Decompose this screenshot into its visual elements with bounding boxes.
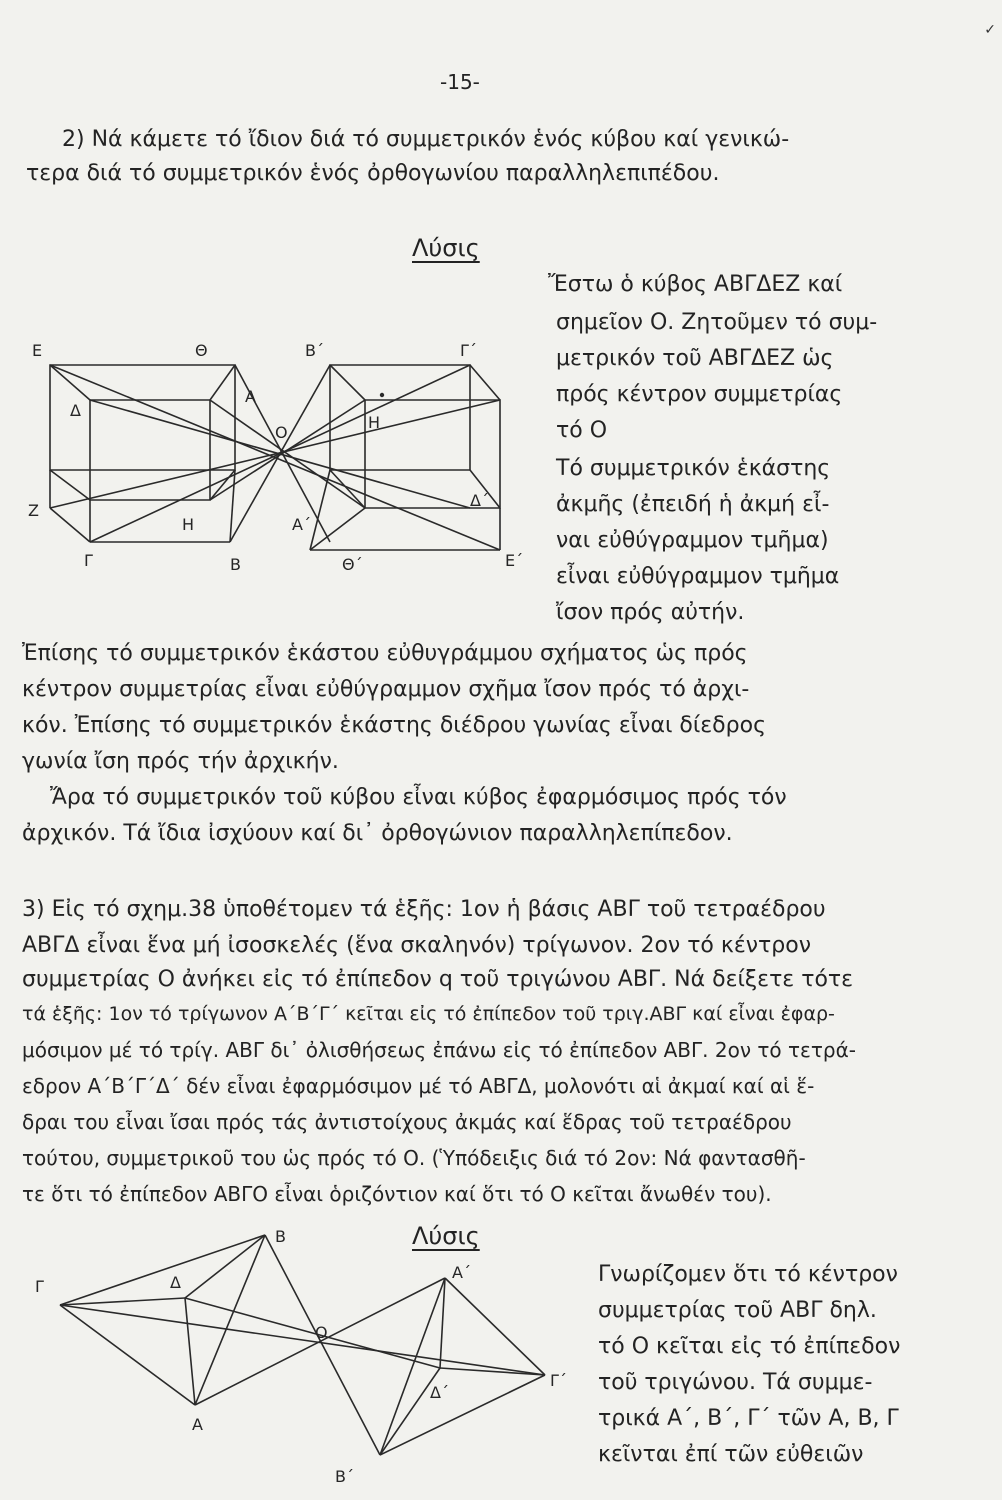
cube2-back-face bbox=[330, 365, 470, 470]
problem3-line-8: τούτου, συμμετρικοῦ του ὡς πρός τό Ο. (Ὑπόδειξις διά τό 2ον: Νά φαντασθῆ- bbox=[22, 1146, 806, 1170]
sol1-full-line-3: κόν. Ἐπίσης τό συμμετρικόν ἑκάστης διέδρου γωνίας εἶναι δίεδρος bbox=[22, 713, 766, 738]
label2-G-prime: Γ΄ bbox=[550, 1371, 567, 1390]
label-H-top: Η bbox=[368, 413, 381, 432]
label-D-prime: Δ΄ bbox=[470, 491, 489, 510]
corner-mark: ✓ bbox=[984, 22, 996, 38]
label-B: Β bbox=[230, 555, 241, 574]
sol1-full-line-5: Ἄρα τό συμμετρικόν τοῦ κύβου εἶναι κύβος ἐφαρμόσιμος πρός τόν bbox=[50, 785, 787, 810]
label-B-prime: Β΄ bbox=[305, 341, 324, 360]
sol1-full-line-4: γωνία ἴση πρός τήν ἀρχικήν. bbox=[22, 749, 339, 774]
sol2-right-line-3: τό Ο κεῖται εἰς τό ἐπίπεδον bbox=[598, 1334, 901, 1359]
problem3-line-4: τά ἑξῆς: 1ον τό τρίγωνον Α΄Β΄Γ΄ κεῖται εἰς τό ἐπίπεδον τοῦ τριγ.ΑΒΓ καί εἶναι ἐφαρ- bbox=[22, 1003, 835, 1025]
label2-A-prime: Α΄ bbox=[452, 1263, 471, 1282]
sol1-right-line-5: τό Ο bbox=[556, 418, 608, 443]
label-E: Ε bbox=[32, 341, 43, 360]
problem3-line-7: δραι του εἶναι ἴσαι πρός τάς ἀντιστοίχους ἀκμάς καί ἕδρας τοῦ τετραέδρου bbox=[22, 1110, 792, 1134]
sol2-right-line-4: τοῦ τριγώνου. Τά συμμε- bbox=[598, 1370, 873, 1395]
label2-B-prime: Β΄ bbox=[335, 1467, 354, 1486]
sol1-full-line-1: Ἐπίσης τό συμμετρικόν ἑκάστου εὐθυγράμμου σχήματος ὡς πρός bbox=[22, 641, 748, 666]
problem3-line-2: ΑΒΓΔ εἶναι ἕνα μή ἰσοσκελές (ἕνα σκαληνόν) τρίγωνον. 2ον τό κέντρον bbox=[22, 933, 811, 958]
sol2-right-line-1: Γνωρίζομεν ὅτι τό κέντρον bbox=[598, 1262, 898, 1287]
problem2-line-1: 2) Νά κάμετε τό ἴδιον διά τό συμμετρικόν ἑνός κύβου καί γενικώ- bbox=[62, 127, 790, 152]
figure-tetrahedron-symmetry bbox=[20, 1220, 620, 1490]
sol1-right-line-2: σημεῖον Ο. Ζητοῦμεν τό συμ- bbox=[556, 310, 878, 335]
label2-B: Β bbox=[275, 1227, 286, 1246]
label-Theta: Θ bbox=[195, 341, 208, 360]
sol2-right-line-5: τρικά Α΄, Β΄, Γ΄ τῶν Α, Β, Γ bbox=[598, 1406, 899, 1431]
sol2-right-line-2: συμμετρίας τοῦ ΑΒΓ δηλ. bbox=[598, 1298, 877, 1323]
label-G: Γ bbox=[84, 551, 93, 570]
problem3-line-5: μόσιμον μέ τό τρίγ. ΑΒΓ δι᾽ ὀλισθήσεως ἐπάνω εἰς τό ἐπίπεδον ΑΒΓ. 2ον τό τετρά- bbox=[22, 1038, 856, 1062]
sol1-right-line-10: ἴσον πρός αὐτήν. bbox=[556, 600, 745, 625]
sol1-right-line-1: Ἔστω ὁ κύβος ΑΒΓΔΕΖ καί bbox=[548, 272, 843, 297]
label-E-prime: Ε΄ bbox=[505, 551, 524, 570]
label-O: Ο bbox=[275, 423, 288, 442]
label-H: Η bbox=[182, 515, 195, 534]
sol1-full-line-2: κέντρον συμμετρίας εἶναι εὐθύγραμμον σχῆμα ἴσον πρός τό ἀρχι- bbox=[22, 677, 750, 702]
problem3-line-1: 3) Εἰς τό σχημ.38 ὑποθέτομεν τά ἑξῆς: 1ον ἡ βάσις ΑΒΓ τοῦ τετραέδρου bbox=[22, 897, 826, 922]
problem2-line-2: τερα διά τό συμμετρικόν ἑνός ὀρθογωνίου παραλληλεπιπέδου. bbox=[26, 161, 720, 186]
cube1-back-face bbox=[90, 400, 210, 500]
label-G-prime: Γ΄ bbox=[460, 341, 477, 360]
label2-D: Δ bbox=[170, 1273, 181, 1292]
sol1-right-line-3: μετρικόν τοῦ ΑΒΓΔΕΖ ὡς bbox=[556, 346, 834, 371]
point-H-prime bbox=[380, 393, 384, 397]
sol1-right-line-6: Τό συμμετρικόν ἑκάστης bbox=[556, 456, 831, 481]
sol1-right-line-8: ναι εὐθύγραμμον τμῆμα) bbox=[556, 528, 829, 553]
page-number: -15- bbox=[440, 70, 480, 94]
sol1-right-line-9: εἶναι εὐθύγραμμον τμῆμα bbox=[556, 564, 840, 589]
figure-cube-symmetry bbox=[20, 330, 560, 574]
sol1-full-line-6: ἀρχικόν. Τά ἴδια ἰσχύουν καί δι᾽ ὀρθογώνιον παραλληλεπίπεδον. bbox=[22, 821, 733, 846]
label2-O: Ο bbox=[315, 1323, 328, 1342]
problem3-line-9: τε ὅτι τό ἐπίπεδον ΑΒΓΟ εἶναι ὁριζόντιον καί ὅτι τό Ο κεῖται ἄνωθέν του). bbox=[22, 1182, 772, 1206]
label2-G: Γ bbox=[35, 1277, 44, 1296]
label2-A: Α bbox=[192, 1415, 203, 1434]
sol1-right-line-7: ἀκμῆς (ἐπειδή ἡ ἀκμή εἶ- bbox=[556, 492, 830, 517]
sol1-right-line-4: πρός κέντρον συμμετρίας bbox=[556, 382, 843, 407]
label-D: Δ bbox=[70, 401, 81, 420]
sol2-right-line-6: κεῖνται ἐπί τῶν εὐθειῶν bbox=[598, 1442, 864, 1467]
problem3-line-6: εδρον Α΄Β΄Γ΄Δ΄ δέν εἶναι ἐφαρμόσιμον μέ τό ΑΒΓΔ, μολονότι αἱ ἀκμαί καί αἱ ἕ- bbox=[22, 1074, 815, 1098]
label-Theta-prime: Θ΄ bbox=[342, 555, 363, 574]
solution-heading-2: Λύσις bbox=[412, 1222, 480, 1250]
label2-D-prime: Δ΄ bbox=[430, 1383, 449, 1402]
label-A: Α bbox=[245, 387, 256, 406]
label-A-prime: Α΄ bbox=[292, 515, 311, 534]
problem3-line-3: συμμετρίας Ο ἀνήκει εἰς τό ἐπίπεδον q τοῦ τριγώνου ΑΒΓ. Νά δείξετε τότε bbox=[22, 967, 854, 992]
label-Z: Ζ bbox=[28, 501, 39, 520]
solution-heading-1: Λύσις bbox=[412, 234, 480, 262]
